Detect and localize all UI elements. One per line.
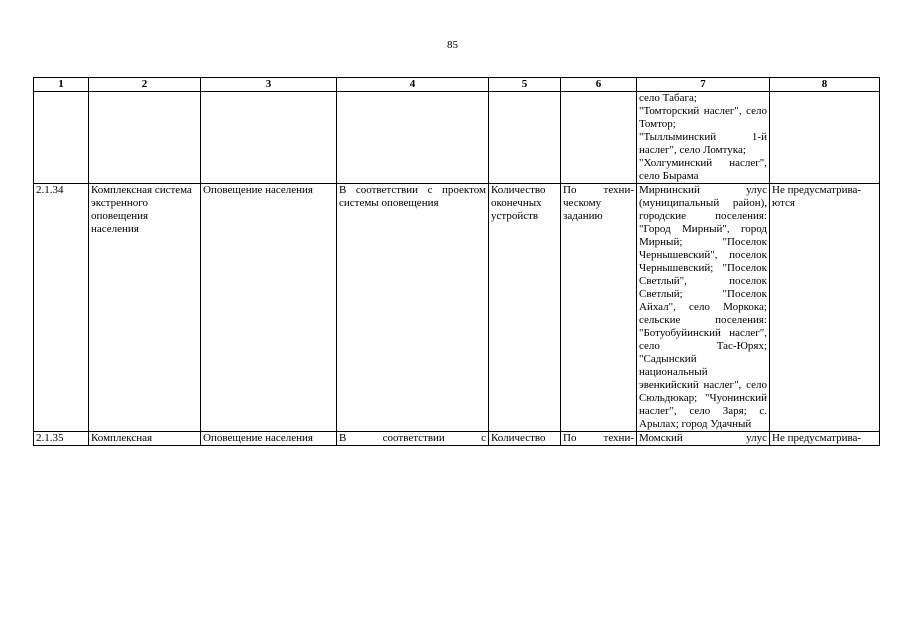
cell-location: село Табага; "Томторский наслег", село Томтор; "Тыллыминский 1-й наслег", село Ломтука; "Холгуминский наслег", село Бырама	[637, 92, 770, 184]
column-header: 4	[337, 78, 489, 92]
column-header: 6	[561, 78, 637, 92]
page-number: 85	[447, 39, 458, 51]
table-row	[34, 432, 880, 446]
cell-zone: Не предусматрива-	[770, 432, 880, 446]
cell-location: Момский улус	[637, 432, 770, 446]
column-header: 5	[489, 78, 561, 92]
table-row-continued	[34, 92, 880, 184]
header-row	[34, 78, 880, 92]
cell-indicator: Количество оконечных устройств	[489, 184, 561, 432]
cell-zone: Не предусматрива-ются	[770, 184, 880, 432]
cell-value: По техни-	[561, 432, 637, 446]
table-row	[34, 184, 880, 432]
cell-empty	[34, 92, 89, 184]
cell-basis: В соответствии с проектом системы оповещения	[337, 184, 489, 432]
cell-name: Комплексная система экстренного оповещения населения	[89, 184, 201, 432]
planning-table	[33, 77, 880, 446]
cell-number: 2.1.35	[34, 432, 89, 446]
cell-purpose: Оповещение населения	[201, 432, 337, 446]
cell-basis: В соответствии с	[337, 432, 489, 446]
cell-empty	[89, 92, 201, 184]
cell-location: Мирнинский улус (муниципальный район), городские поселения: "Город Мирный", город Мирный; "Поселок Чернышевский", поселок Чернышевский; "Поселок Светлый", поселок Светлый; "Поселок Айхал", село Моркока; сельские поселения: "Ботуобуйинский наслег", село Тас-Юрях; "Садынский национальный эвенкийский наслег", село Сюльдюкар; "Чуонинский наслег", село Заря; с. Арылах; город Удачный	[637, 184, 770, 432]
column-header: 3	[201, 78, 337, 92]
cell-empty	[489, 92, 561, 184]
cell-purpose: Оповещение населения	[201, 184, 337, 432]
cell-indicator: Количество	[489, 432, 561, 446]
column-header: 2	[89, 78, 201, 92]
cell-value: По техни-ческому заданию	[561, 184, 637, 432]
cell-empty	[561, 92, 637, 184]
column-header: 8	[770, 78, 880, 92]
cell-empty	[770, 92, 880, 184]
column-header: 1	[34, 78, 89, 92]
cell-empty	[337, 92, 489, 184]
column-header: 7	[637, 78, 770, 92]
cell-number: 2.1.34	[34, 184, 89, 432]
cell-name: Комплексная	[89, 432, 201, 446]
cell-empty	[201, 92, 337, 184]
